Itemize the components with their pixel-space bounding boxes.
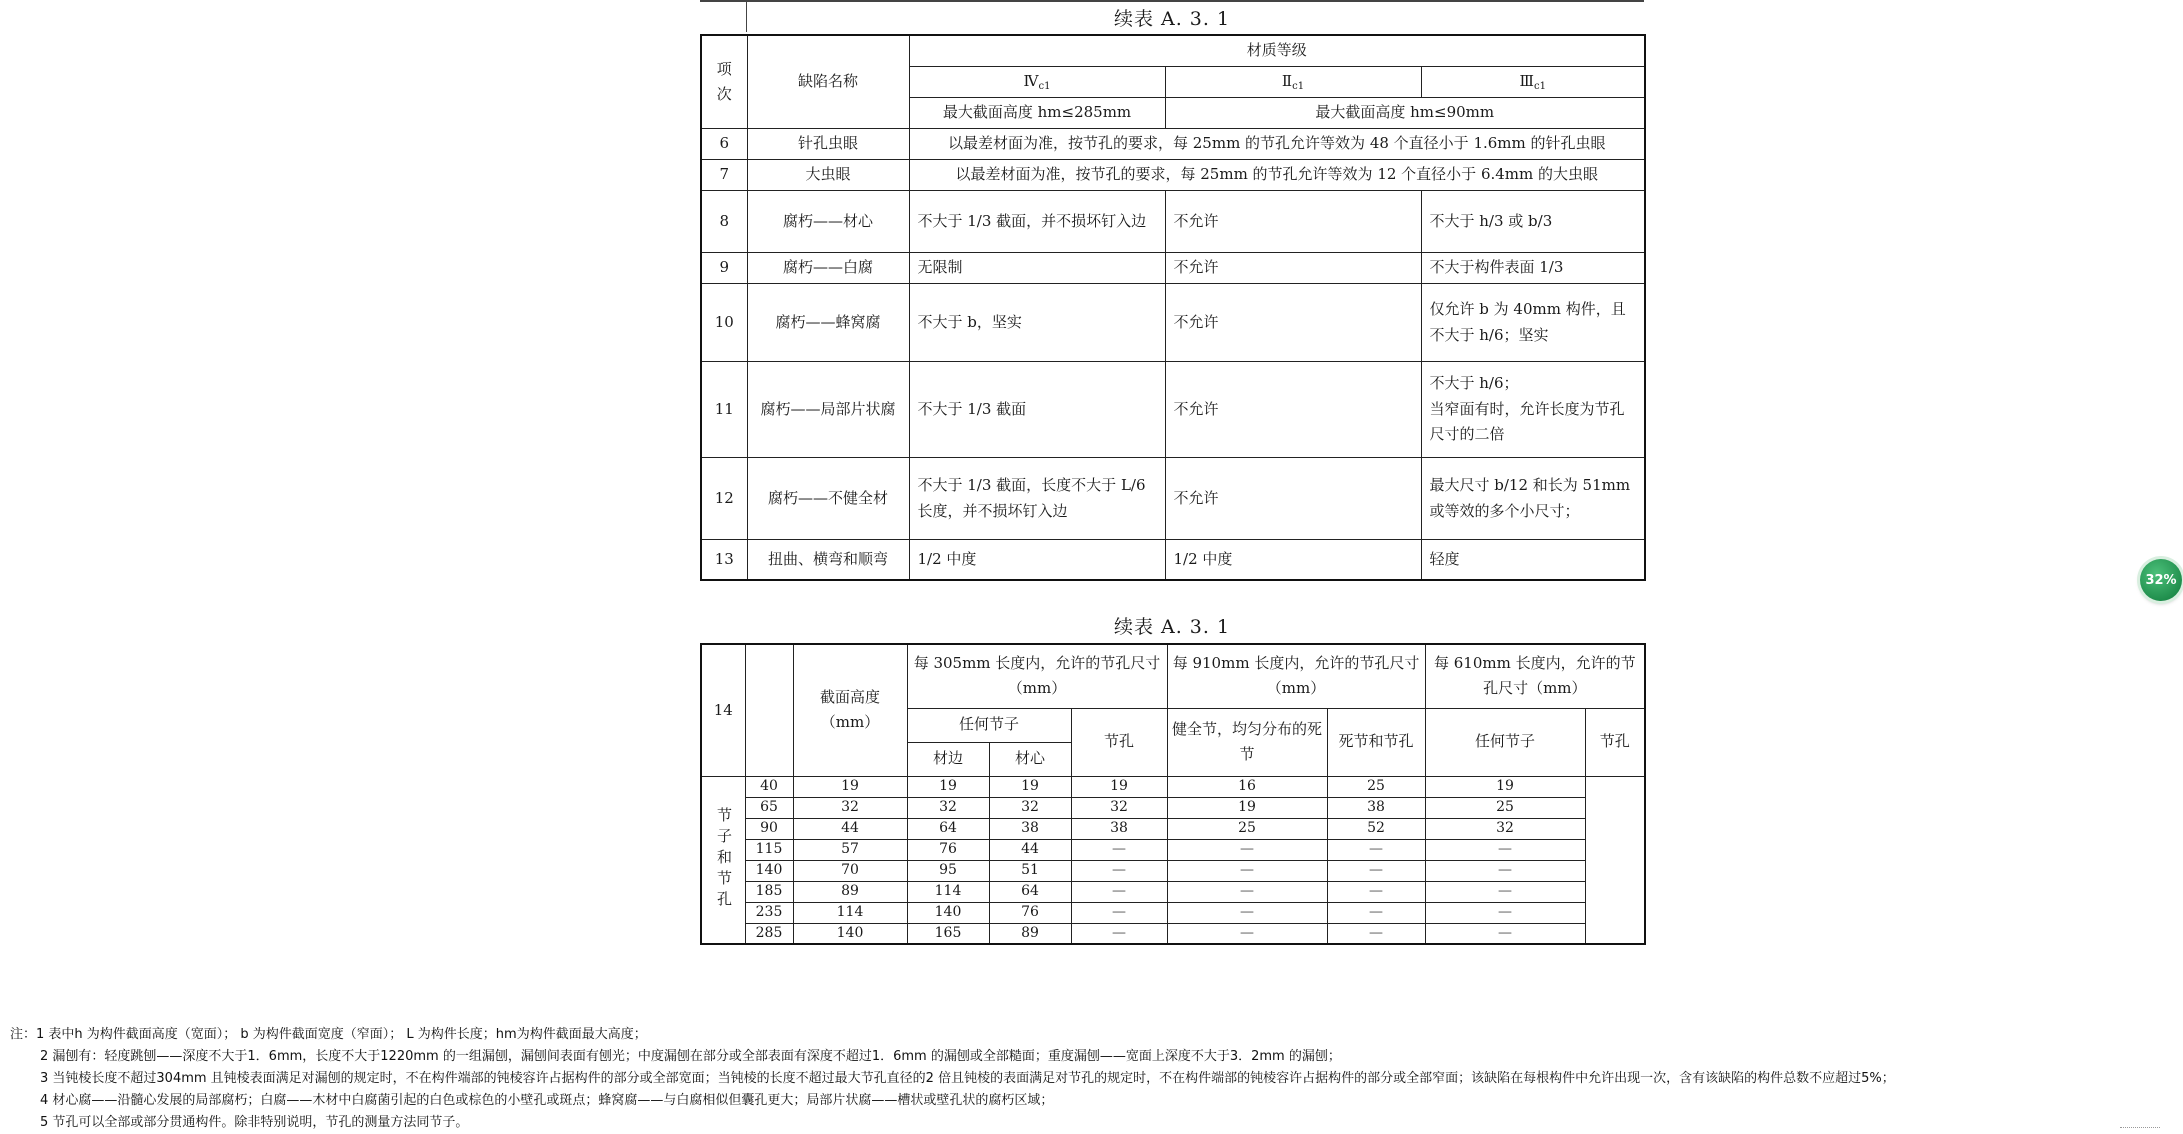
cell-value: — <box>1167 923 1327 944</box>
cell-value: 114 <box>793 902 907 923</box>
row-defect-name: 腐朽——不健全材 <box>747 458 909 540</box>
header-knot-hole-1: 节孔 <box>1071 708 1167 776</box>
cell-value: — <box>1425 860 1585 881</box>
row-defect-name: 腐朽——材心 <box>747 191 909 253</box>
cell-value: 38 <box>1327 797 1425 818</box>
table-row <box>701 160 1645 191</box>
cell-value: 16 <box>1167 776 1327 797</box>
cell-value: 89 <box>989 923 1071 944</box>
table-row <box>701 776 1645 797</box>
cell-value: — <box>1425 923 1585 944</box>
table-row <box>701 129 1645 160</box>
cell-value: — <box>1425 881 1585 902</box>
cell-value: — <box>1425 839 1585 860</box>
table-row <box>701 860 1645 881</box>
table-row <box>701 881 1645 902</box>
row-item-no: 9 <box>701 253 747 284</box>
row-grade-ii: 不允许 <box>1165 253 1421 284</box>
header-defect-name: 缺陷名称 <box>747 35 909 129</box>
table-row <box>701 253 1645 284</box>
row-grade-iv: 不大于 1/3 截面 <box>909 362 1165 458</box>
cell-value: — <box>1327 860 1425 881</box>
cell-value: 32 <box>907 797 989 818</box>
row-defect-name: 腐朽——局部片状腐 <box>747 362 909 458</box>
row-item-no: 12 <box>701 458 747 540</box>
cell-value: 19 <box>907 776 989 797</box>
row-item-no: 8 <box>701 191 747 253</box>
header-max-height-285: 最大截面高度 hm≤285mm <box>909 98 1165 129</box>
table-row <box>701 797 1645 818</box>
cell-value: 19 <box>1071 776 1167 797</box>
cell-value: 140 <box>907 902 989 923</box>
cell-value: — <box>1071 902 1167 923</box>
cell-value: — <box>1071 923 1167 944</box>
cell-value: 165 <box>907 923 989 944</box>
row-grade-iv: 不大于 1/3 截面，长度不大于 L/6 长度，并不损坏钉入边 <box>909 458 1165 540</box>
header-edge: 材边 <box>907 742 989 776</box>
cell-value: 95 <box>907 860 989 881</box>
cell-value: 25 <box>1425 797 1585 818</box>
row-grade-ii: 1/2 中度 <box>1165 540 1421 580</box>
cell-value: 140 <box>793 923 907 944</box>
cell-value: 70 <box>793 860 907 881</box>
row-grade-iv: 不大于 b，坚实 <box>909 284 1165 362</box>
cell-section-height: 65 <box>745 797 793 818</box>
header-sound-knot: 健全节，均匀分布的死节 <box>1167 708 1327 776</box>
row-grade-iv: 无限制 <box>909 253 1165 284</box>
row-merged-requirement: 以最差材面为准，按节孔的要求，每 25mm 的节孔允许等效为 12 个直径小于 6.4mm 的大虫眼 <box>909 160 1645 191</box>
cell-value: 51 <box>989 860 1071 881</box>
row-defect-name: 腐朽——白腐 <box>747 253 909 284</box>
cell-value: — <box>1327 923 1425 944</box>
table-row <box>701 191 1645 253</box>
footnote-4: 4 材心腐——沿髓心发展的局部腐朽；白腐——木材中白腐菌引起的白色或棕色的小壁孔或斑点；蜂窝腐——与白腐相似但囊孔更大；局部片状腐——槽状或壁孔状的腐朽区域； <box>40 1093 1054 1108</box>
table2-caption: 续表 A. 3. 1 <box>1113 616 1231 638</box>
cell-value: — <box>1327 902 1425 923</box>
row-grade-ii: 不允许 <box>1165 362 1421 458</box>
cell-section-height: 40 <box>745 776 793 797</box>
corner-mark <box>2120 1115 2160 1128</box>
cell-section-height: 285 <box>745 923 793 944</box>
row-grade-iii: 不大于构件表面 1/3 <box>1421 253 1645 284</box>
cell-value: — <box>1071 881 1167 902</box>
header-max-height-90: 最大截面高度 hm≤90mm <box>1165 98 1645 129</box>
header-section-height: 截面高度（mm） <box>793 644 907 776</box>
row-merged-requirement: 以最差材面为准，按节孔的要求，每 25mm 的节孔允许等效为 48 个直径小于 1.6mm 的针孔虫眼 <box>909 129 1645 160</box>
table-row <box>701 458 1645 540</box>
row-item-no: 10 <box>701 284 747 362</box>
cell-value: — <box>1167 839 1327 860</box>
footnote-3: 3 当钝棱长度不超过304mm 且钝棱表面满足对漏刨的规定时，不在构件端部的钝棱容许占据构件的部分或全部宽面；当钝棱的长度不超过最大节孔直径的2 倍且钝棱的表面满足对节孔的规定时，不在构件端部的钝棱容许占据构件的部分或全部窄面；该缺陷在每根构件中允许出现一次，含有该缺陷的构件总数不应超过5%； <box>40 1071 1895 1086</box>
row-grade-ii: 不允许 <box>1165 458 1421 540</box>
row-grade-iii: 仅允许 b 为 40mm 构件，且不大于 h/6；坚实 <box>1421 284 1645 362</box>
cell-value: 32 <box>989 797 1071 818</box>
row-grade-ii: 不允许 <box>1165 191 1421 253</box>
row-item-no: 13 <box>701 540 747 580</box>
row-item-no: 11 <box>701 362 747 458</box>
row-item-no: 7 <box>701 160 747 191</box>
row-defect-name: 针孔虫眼 <box>747 129 909 160</box>
row-grade-iv: 不大于 1/3 截面，并不损坏钉入边 <box>909 191 1165 253</box>
zoom-level-badge[interactable]: 32% <box>2140 559 2182 601</box>
cell-value: 114 <box>907 881 989 902</box>
cell-value: 32 <box>793 797 907 818</box>
grade-iv-c1: $Ⅳ_{c1}$ <box>909 67 1165 98</box>
cell-value: 44 <box>989 839 1071 860</box>
header-any-knot-3: 任何节子 <box>1425 708 1585 776</box>
cell-value: 32 <box>1425 818 1585 839</box>
footnote-2: 2 漏刨有：轻度跳刨——深度不大于1．6mm，长度不大于1220mm 的一组漏刨，漏刨间表面有刨光；中度漏刨在部分或全部表面有深度不超过1．6mm 的漏刨或全部糙面；重度漏刨——宽面上深度不大于3．2mm 的漏刨； <box>40 1049 1341 1064</box>
header-per-305mm: 每 305mm 长度内，允许的节孔尺寸（mm） <box>907 644 1167 708</box>
footnotes <box>10 1024 2170 1134</box>
row-defect-name: 腐朽——蜂窝腐 <box>747 284 909 362</box>
cell-section-height: 185 <box>745 881 793 902</box>
cell-value: 32 <box>1071 797 1167 818</box>
cell-value: 25 <box>1327 776 1425 797</box>
header-any-knot-1: 任何节子 <box>907 708 1071 742</box>
footnote-1: 注：1 表中h 为构件截面高度（宽面）； b 为构件截面宽度（窄面）； L 为构件长度；hm为构件截面最大高度； <box>10 1027 647 1042</box>
cell-value: 76 <box>989 902 1071 923</box>
table-row <box>701 362 1645 458</box>
cell-section-height: 235 <box>745 902 793 923</box>
cell-value: 64 <box>989 881 1071 902</box>
cell-value: 19 <box>793 776 907 797</box>
cell-value: — <box>1071 839 1167 860</box>
table-row <box>701 284 1645 362</box>
item-14-spacer <box>745 644 793 776</box>
cell-section-height: 90 <box>745 818 793 839</box>
header-core: 材心 <box>989 742 1071 776</box>
item-14-no: 14 <box>701 644 745 776</box>
cell-value: 76 <box>907 839 989 860</box>
header-per-910mm: 每 910mm 长度内，允许的节孔尺寸（mm） <box>1167 644 1425 708</box>
table-row <box>701 923 1645 944</box>
table1-caption: 续表 A. 3. 1 <box>1113 8 1231 30</box>
cell-value: 38 <box>989 818 1071 839</box>
cell-value: — <box>1327 839 1425 860</box>
grade-iii-c1: $Ⅲ_{c1}$ <box>1421 67 1645 98</box>
table-row <box>701 839 1645 860</box>
cell-value: — <box>1071 860 1167 881</box>
cell-value: 25 <box>1167 818 1327 839</box>
header-per-610mm: 每 610mm 长度内，允许的节孔尺寸（mm） <box>1425 644 1645 708</box>
cell-value: — <box>1327 881 1425 902</box>
row-grade-iii: 不大于 h/3 或 b/3 <box>1421 191 1645 253</box>
row-grade-ii: 不允许 <box>1165 284 1421 362</box>
header-grade: 材质等级 <box>909 35 1645 67</box>
cell-value: 38 <box>1071 818 1167 839</box>
cell-value: 57 <box>793 839 907 860</box>
cell-value: 19 <box>989 776 1071 797</box>
table-row <box>701 818 1645 839</box>
cell-value: 89 <box>793 881 907 902</box>
header-item-no: 项次 <box>701 35 747 129</box>
row-grade-iv: 1/2 中度 <box>909 540 1165 580</box>
row-item-no: 6 <box>701 129 747 160</box>
cell-value: 19 <box>1167 797 1327 818</box>
table-a31-knots <box>700 643 1646 945</box>
cell-value: 44 <box>793 818 907 839</box>
footnote-5: 5 节孔可以全部或部分贯通构件。除非特别说明，节孔的测量方法同节子。 <box>40 1115 469 1130</box>
cell-section-height: 140 <box>745 860 793 881</box>
row-grade-iii: 轻度 <box>1421 540 1645 580</box>
header-dead-knot: 死节和节孔 <box>1327 708 1425 776</box>
cell-value: — <box>1167 860 1327 881</box>
cell-value: — <box>1425 902 1585 923</box>
table-row <box>701 902 1645 923</box>
cell-value: 52 <box>1327 818 1425 839</box>
row-grade-iii: 最大尺寸 b/12 和长为 51mm 或等效的多个小尺寸； <box>1421 458 1645 540</box>
cell-value: — <box>1167 881 1327 902</box>
header-knot-hole-3: 节孔 <box>1585 708 1645 776</box>
cell-section-height: 115 <box>745 839 793 860</box>
row-defect-name: 扭曲、横弯和顺弯 <box>747 540 909 580</box>
cell-value: 64 <box>907 818 989 839</box>
cell-value: — <box>1167 902 1327 923</box>
table-a31-defects <box>700 34 1646 581</box>
row-defect-name: 大虫眼 <box>747 160 909 191</box>
item-14-name: 节子和节孔 <box>701 776 745 944</box>
cell-value: 19 <box>1425 776 1585 797</box>
page-top-rule <box>700 0 1644 2</box>
grade-ii-c1: $Ⅱ_{c1}$ <box>1165 67 1421 98</box>
table-row <box>701 540 1645 580</box>
row-grade-iii: 不大于 h/6； 当窄面有时，允许长度为节孔尺寸的二倍 <box>1421 362 1645 458</box>
